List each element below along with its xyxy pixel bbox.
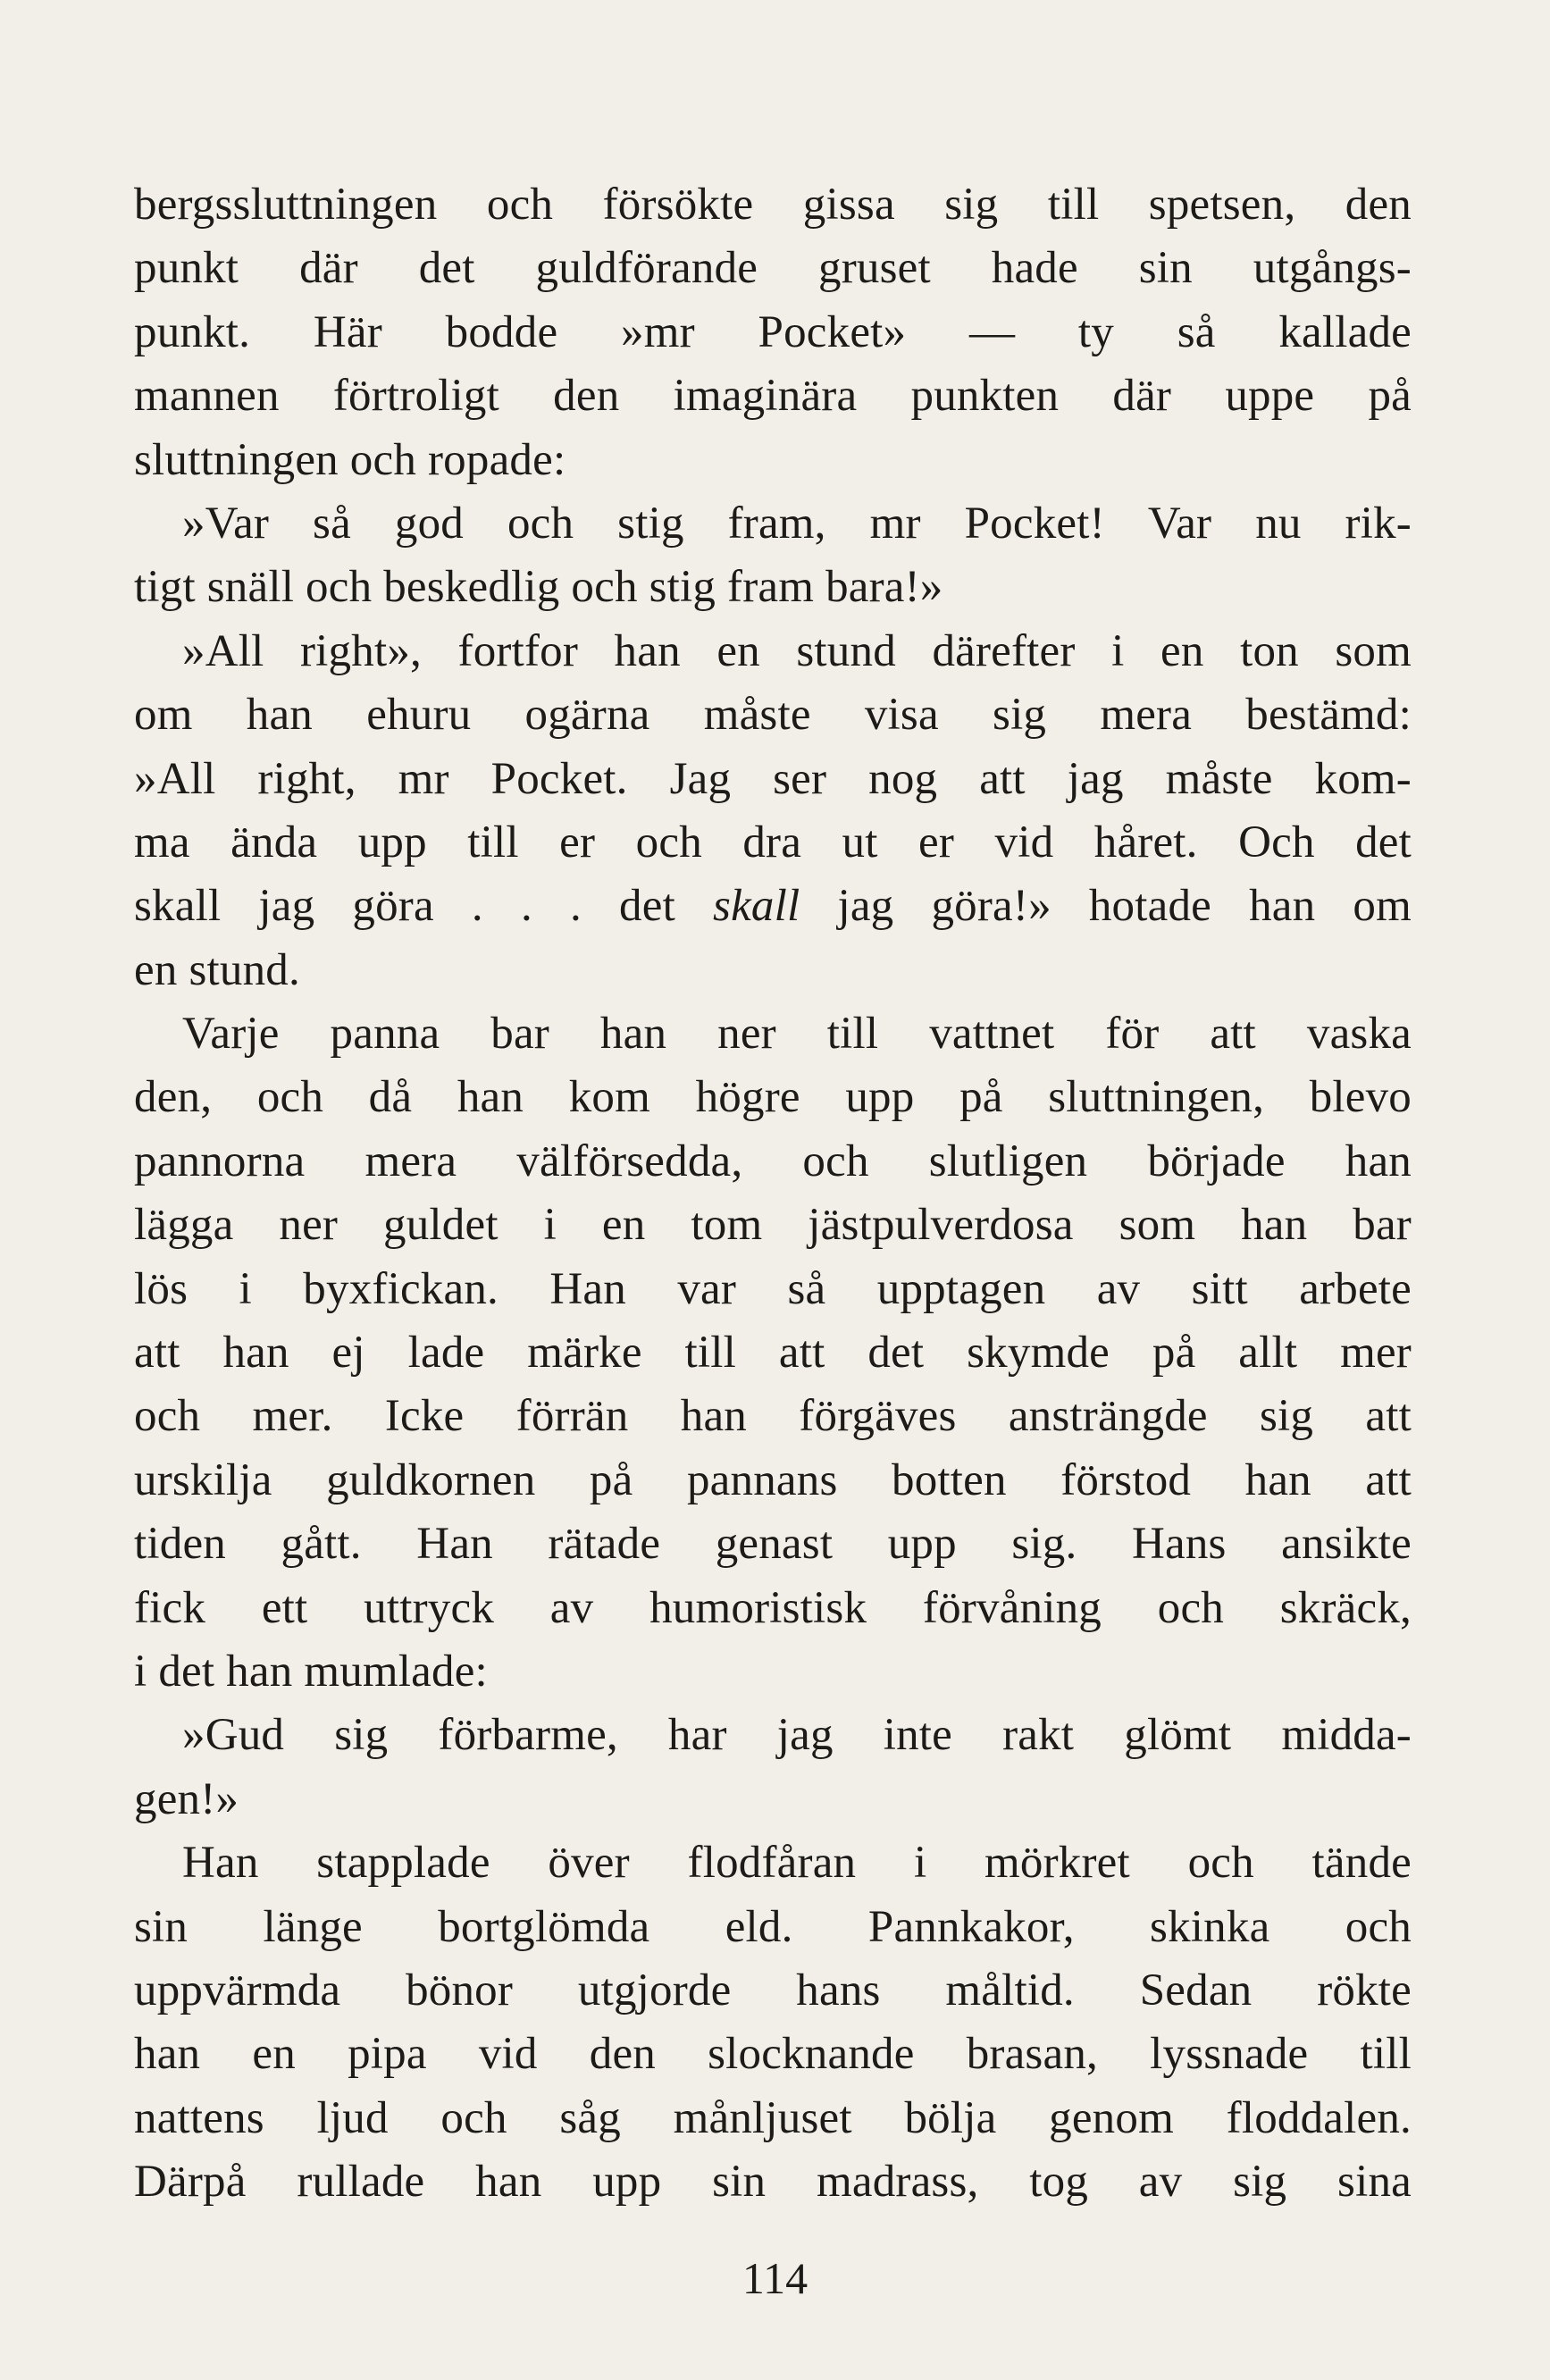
text-line: lägga ner guldet i en tom jästpulverdosa som han bar: [134, 1200, 1412, 1251]
text-line: Därpå rullade han upp sin madrass, tog av sig sina: [134, 2157, 1412, 2208]
text-line: urskilja guldkornen på pannans botten förstod han att: [134, 1454, 1412, 1505]
text-line: Varje panna bar han ner till vattnet för att vaska: [182, 1009, 1412, 1060]
text-line: att han ej lade märke till att det skymde på allt mer: [134, 1328, 1412, 1379]
text-line: han en pipa vid den slocknande brasan, lyssnade till: [134, 2029, 1412, 2080]
text-line: skall jag göra . . . det skall jag göra!» hotade han om: [134, 881, 1412, 932]
text-line: »All right, mr Pocket. Jag ser nog att jag måste kom-: [134, 753, 1412, 804]
text-line: punkt. Här bodde »mr Pocket» — ty så kallade: [134, 306, 1412, 357]
body-text: [134, 173, 1412, 2215]
text-line: den, och då han kom högre upp på sluttningen, blevo: [134, 1072, 1412, 1123]
text-line: ma ända upp till er och dra ut er vid håret. Och det: [134, 817, 1412, 867]
text-line: uppvärmda bönor utgjorde hans måltid. Sedan rökte: [134, 1965, 1412, 2015]
text-line: gen!»: [134, 1773, 239, 1824]
text-line: »Var så god och stig fram, mr Pocket! Var nu rik-: [182, 498, 1412, 549]
text-line: lös i byxfickan. Han var så upptagen av sitt arbete: [134, 1263, 1412, 1314]
text-line: punkt där det guldförande gruset hade sin utgångs-: [134, 243, 1412, 294]
text-line: nattens ljud och såg månljuset bölja genom floddalen.: [134, 2092, 1412, 2143]
text-line: bergssluttningen och försökte gissa sig till spetsen, den: [134, 180, 1412, 230]
emphasis: skall: [713, 881, 800, 932]
page-number: 114: [741, 2253, 809, 2303]
text-line: om han ehuru ogärna måste visa sig mera bestämd:: [134, 690, 1412, 741]
text-line: fick ett uttryck av humoristisk förvåning och skräck,: [134, 1582, 1412, 1633]
text-line: mannen förtroligt den imaginära punkten där uppe på: [134, 371, 1412, 422]
text-line: tiden gått. Han rätade genast upp sig. Hans ansikte: [134, 1519, 1412, 1570]
text-line: en stund.: [134, 944, 300, 995]
text-line: pannorna mera välförsedda, och slutligen började han: [134, 1136, 1412, 1186]
text-line: »All right», fortfor han en stund därefter i en ton som: [182, 625, 1412, 676]
text-line: i det han mumlade:: [134, 1646, 488, 1697]
text-line: sluttningen och ropade:: [134, 434, 566, 485]
text-line: tigt snäll och beskedlig och stig fram bara!»: [134, 562, 943, 613]
text-line: sin länge bortglömda eld. Pannkakor, skinka och: [134, 1901, 1412, 1952]
text-line: Han stapplade över flodfåran i mörkret och tände: [182, 1838, 1412, 1889]
text-line: »Gud sig förbarme, har jag inte rakt glömt midda-: [182, 1710, 1412, 1761]
text-line: och mer. Icke förrän han förgäves ansträngde sig att: [134, 1391, 1412, 1442]
